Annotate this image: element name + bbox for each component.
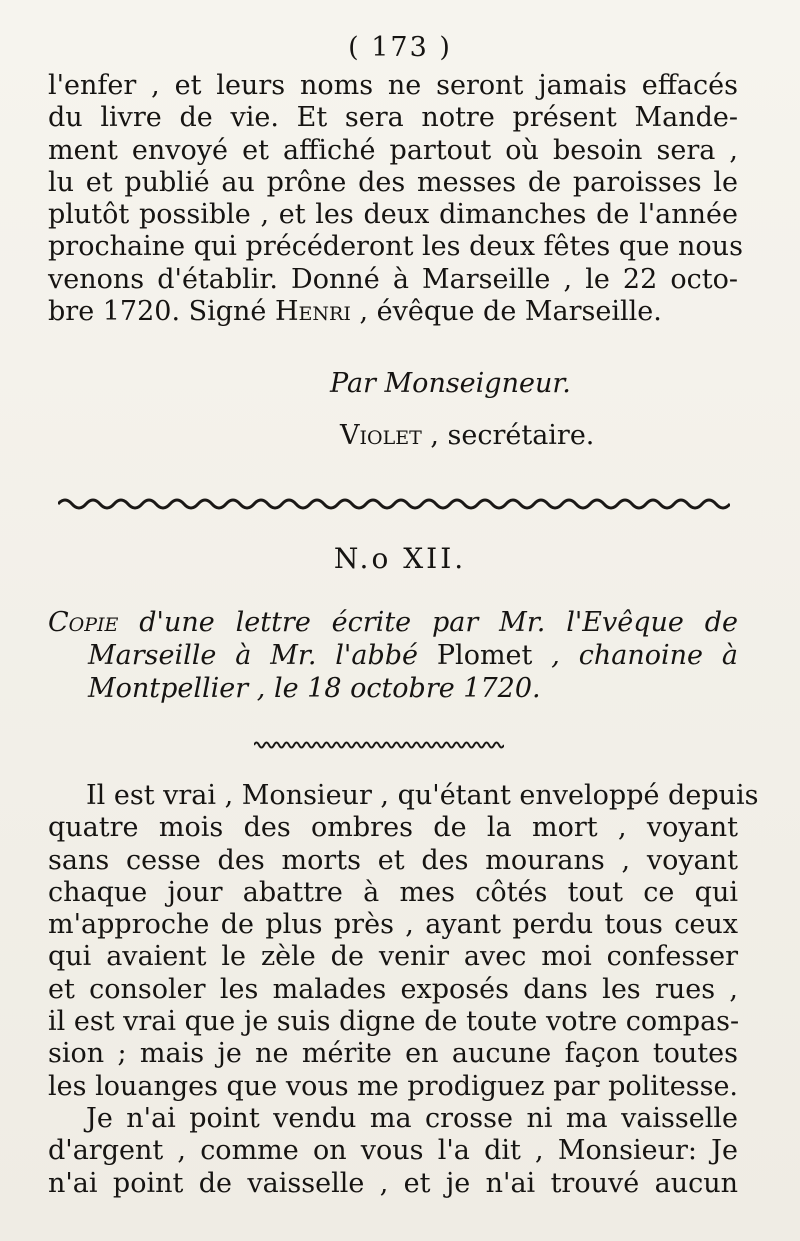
caption-copy-word: Copie (48, 607, 119, 638)
secretary-line (0, 420, 800, 451)
caption-line: Montpellier , le 18 octobre 1720. (88, 673, 541, 704)
text-line: prochaine qui précéderont les deux fêtes que nous (48, 231, 743, 263)
text-line: l'enfer , et leurs noms ne seront jamais effacés (48, 70, 738, 101)
caption-line (48, 639, 738, 672)
text-line: d'argent , comme on vous l'a dit , Monsieur: Je (48, 1135, 738, 1167)
ornamental-rule (58, 494, 730, 514)
text-line: chaque jour abattre à mes côtés tout ce qui (48, 876, 738, 908)
text-line: il est vrai que je suis digne de toute votre compas- (48, 1006, 740, 1038)
page-number: ( 173 ) (348, 32, 452, 63)
signature-line (48, 296, 738, 328)
text-line: du livre de vie. Et sera notre présent Mande- (48, 102, 738, 134)
letter-paragraph (48, 780, 759, 1200)
caption-text: d'une lettre écrite par Mr. l'Evêque de (118, 607, 738, 638)
text-line: et consoler les malades exposés dans les rues , (48, 973, 738, 1005)
document-number: N.o XII. (333, 542, 467, 575)
text-line: Je n'ai point vendu ma crosse ni ma vaisselle (86, 1102, 738, 1134)
mandement-paragraph (48, 70, 743, 328)
secretary-name: Violet (340, 420, 422, 451)
text-line: bre 1720. Signé (48, 296, 275, 328)
text-line: les louanges que vous me prodiguez par politesse. (48, 1070, 738, 1102)
text-line: qui avaient le zèle de venir avec moi confesser (48, 941, 738, 973)
text-line: quatre mois des ombres de la mort , voyant (48, 812, 738, 844)
text-line: Il est vrai , Monsieur , qu'étant enveloppé depuis (86, 780, 759, 811)
signed-suffix: , évêque de Marseille. (350, 296, 662, 328)
text-line: n'ai point de vaisselle , et je n'ai trouvé aucun (48, 1167, 738, 1199)
signed-name: Henri (275, 296, 351, 328)
text-line: sion ; mais je ne mérite en aucune façon toutes (48, 1038, 738, 1070)
letter-caption (48, 606, 738, 705)
secretary-title: , secrétaire. (421, 420, 595, 451)
by-order-line: Par Monseigneur. (330, 368, 571, 399)
text-line: lu et publié au prône des messes de paroisses le (48, 166, 738, 198)
text-line: venons d'établir. Donné à Marseille , le 22 octo- (48, 263, 738, 295)
caption-recipient: Plomet (436, 640, 533, 671)
text-line: ment envoyé et affiché partout où besoin sera , (48, 134, 738, 166)
caption-text: Marseille à Mr. l'abbé (88, 640, 437, 671)
caption-line (48, 606, 738, 639)
small-ornamental-rule (254, 738, 504, 752)
text-line: plutôt possible , et les deux dimanches de l'année (48, 199, 738, 231)
text-line: m'approche de plus près , ayant perdu tous ceux (48, 909, 738, 941)
text-line: sans cesse des morts et des mourans , voyant (48, 844, 738, 876)
caption-text: , chanoine à (532, 640, 738, 671)
